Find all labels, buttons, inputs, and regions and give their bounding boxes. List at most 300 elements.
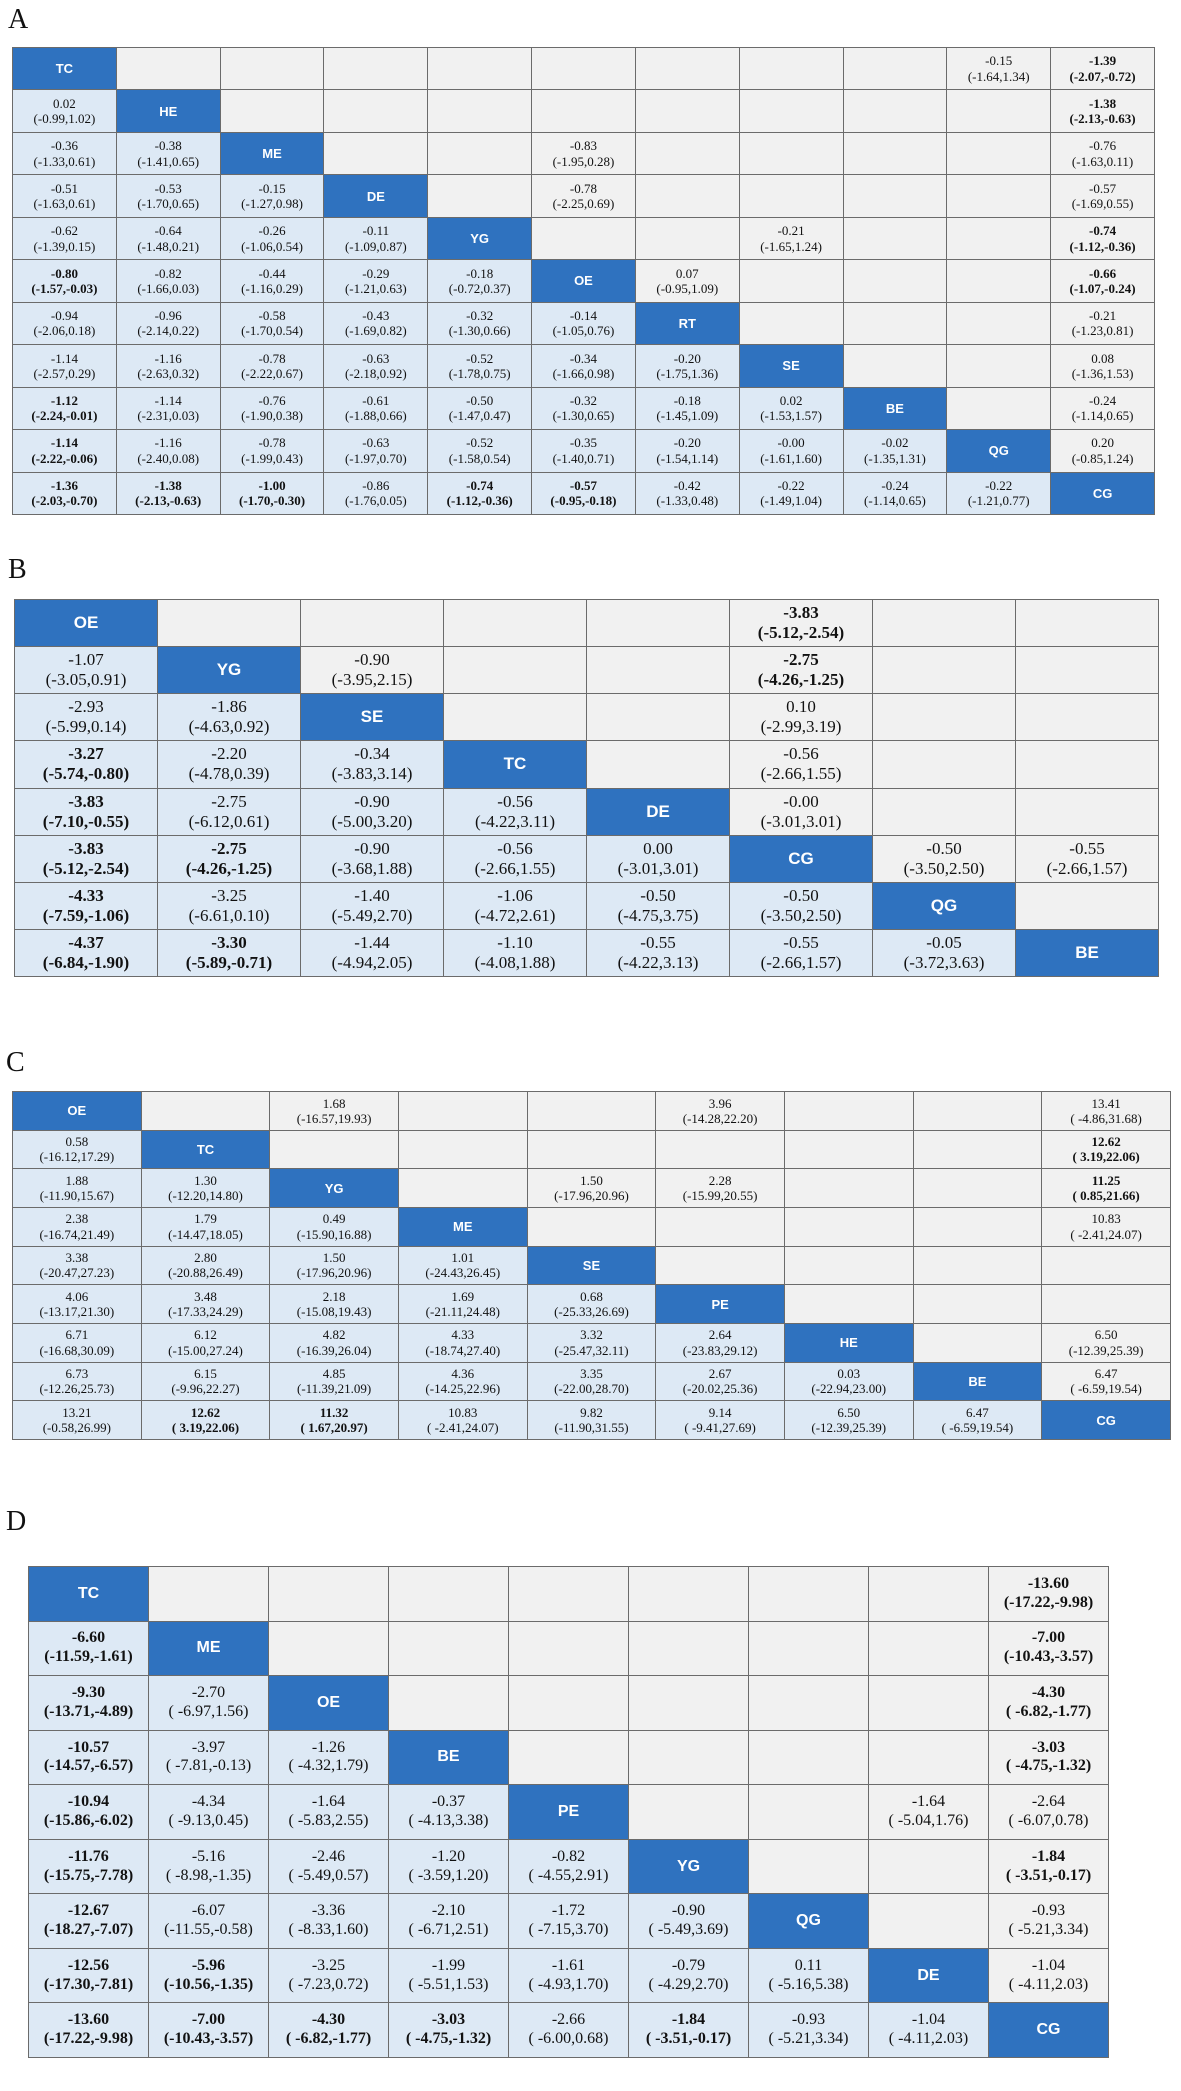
effect-estimate: -0.29 (362, 265, 390, 281)
empty-cell (739, 48, 843, 90)
comparison-cell (869, 2003, 989, 2058)
empty-cell (269, 1567, 389, 1622)
effect-estimate: 1.79 (194, 1211, 217, 1227)
comparison-cell (13, 1130, 142, 1169)
confidence-interval: (-1.23,0.81) (1071, 323, 1134, 339)
confidence-interval: (-11.39,21.09) (297, 1381, 372, 1397)
effect-estimate: -0.55 (640, 932, 676, 952)
confidence-interval: ( -7.81,-0.13) (165, 1757, 252, 1775)
confidence-interval: ( -4.29,2.70) (648, 1975, 729, 1993)
confidence-interval: (-6.84,-1.90) (42, 952, 130, 972)
effect-estimate: -10.57 (67, 1738, 110, 1756)
effect-estimate: -1.12 (50, 393, 78, 409)
effect-estimate: 0.08 (1091, 350, 1114, 366)
confidence-interval: (-11.90,31.55) (554, 1420, 629, 1436)
comparison-cell (587, 835, 730, 882)
effect-estimate: 2.18 (322, 1288, 346, 1304)
comparison-cell (629, 2003, 749, 2058)
effect-estimate: -3.27 (68, 744, 104, 764)
comparison-cell (1051, 345, 1155, 387)
confidence-interval: (-16.39,26.04) (296, 1342, 372, 1358)
effect-estimate: -1.64 (911, 1793, 946, 1811)
empty-cell (749, 1567, 869, 1622)
comparison-cell (635, 430, 739, 472)
effect-estimate: 12.62 (1091, 1134, 1121, 1150)
empty-cell (532, 217, 636, 259)
empty-cell (873, 600, 1016, 647)
effect-estimate: -0.76 (1089, 138, 1117, 154)
comparison-cell (428, 472, 532, 514)
confidence-interval: ( -4.55,2.91) (528, 1866, 609, 1884)
empty-cell (629, 1621, 749, 1676)
empty-cell (635, 90, 739, 132)
comparison-cell (15, 882, 158, 929)
empty-cell (635, 217, 739, 259)
comparison-cell (873, 835, 1016, 882)
treatment-label: HE (116, 90, 220, 132)
empty-cell (869, 1567, 989, 1622)
effect-estimate: -1.06 (497, 885, 533, 905)
confidence-interval: (-1.76,0.05) (344, 493, 407, 509)
comparison-cell (270, 1246, 399, 1285)
comparison-cell (1042, 1092, 1171, 1131)
empty-cell (389, 1676, 509, 1731)
confidence-interval: ( -4.11,2.03) (888, 2030, 969, 2048)
confidence-interval: ( -8.33,1.60) (288, 1921, 369, 1939)
effect-estimate: -1.38 (1089, 95, 1117, 111)
confidence-interval: (-14.28,22.20) (682, 1110, 758, 1126)
effect-estimate: -13.60 (1027, 1574, 1070, 1592)
comparison-cell (301, 882, 444, 929)
comparison-cell (141, 1362, 270, 1401)
effect-estimate: -0.90 (354, 791, 390, 811)
empty-cell (1042, 1285, 1171, 1324)
treatment-label: BE (1016, 929, 1159, 976)
treatment-label: HE (784, 1323, 913, 1362)
effect-estimate: -2.46 (311, 1847, 346, 1865)
confidence-interval: ( -5.51,1.53) (408, 1975, 489, 1993)
comparison-cell (116, 302, 220, 344)
comparison-cell (398, 1323, 527, 1362)
empty-cell (947, 90, 1051, 132)
comparison-cell (1051, 90, 1155, 132)
confidence-interval: ( -9.13,0.45) (168, 1811, 249, 1829)
confidence-interval: (-1.30,0.65) (552, 408, 615, 424)
effect-estimate: -0.51 (50, 180, 78, 196)
empty-cell (843, 345, 947, 387)
confidence-interval: ( 3.19,22.06) (1072, 1149, 1140, 1165)
confidence-interval: (-14.47,18.05) (168, 1226, 243, 1242)
comparison-cell (29, 1839, 149, 1894)
confidence-interval: (-1.78,0.75) (448, 365, 511, 381)
effect-estimate: -3.83 (783, 603, 819, 623)
confidence-interval: (-5.49,2.70) (331, 905, 413, 925)
effect-estimate: -0.37 (431, 1793, 466, 1811)
comparison-cell (29, 1948, 149, 2003)
effect-estimate: -2.75 (211, 838, 247, 858)
effect-estimate: -1.16 (154, 350, 182, 366)
confidence-interval: (-1.09,0.87) (344, 238, 407, 254)
effect-estimate: -0.42 (673, 477, 701, 493)
comparison-cell (635, 260, 739, 302)
table-row (13, 1401, 1171, 1440)
table-row (13, 1130, 1171, 1169)
comparison-cell (15, 788, 158, 835)
empty-cell (656, 1207, 785, 1246)
empty-cell (587, 741, 730, 788)
comparison-cell (509, 1894, 629, 1949)
confidence-interval: (-1.57,-0.03) (31, 280, 98, 296)
confidence-interval: ( -3.51,-0.17) (1005, 1866, 1092, 1884)
comparison-cell (947, 472, 1051, 514)
treatment-label: TC (141, 1130, 270, 1169)
comparison-cell (13, 302, 117, 344)
empty-cell (532, 48, 636, 90)
empty-cell (629, 1730, 749, 1785)
empty-cell (587, 647, 730, 694)
comparison-cell (749, 1948, 869, 2003)
comparison-cell (629, 1948, 749, 2003)
comparison-cell (116, 430, 220, 472)
effect-estimate: -0.61 (362, 393, 390, 409)
empty-cell (947, 302, 1051, 344)
treatment-label: CG (1051, 472, 1155, 514)
effect-estimate: 1.88 (65, 1172, 89, 1188)
effect-estimate: -0.24 (881, 477, 909, 493)
comparison-cell (989, 1785, 1109, 1840)
effect-estimate: 11.25 (1091, 1172, 1121, 1188)
treatment-label: ME (220, 132, 324, 174)
empty-cell (869, 1676, 989, 1731)
confidence-interval: ( -5.16,5.38) (768, 1975, 849, 1993)
comparison-cell (527, 1169, 656, 1208)
comparison-cell (13, 1323, 142, 1362)
comparison-cell (324, 430, 428, 472)
confidence-interval: (-14.57,-6.57) (43, 1757, 134, 1775)
effect-estimate: -0.63 (362, 350, 390, 366)
effect-estimate: -2.64 (1031, 1793, 1066, 1811)
comparison-cell (13, 217, 117, 259)
treatment-label: BE (389, 1730, 509, 1785)
empty-cell (629, 1676, 749, 1731)
effect-estimate: -0.90 (671, 1902, 706, 1920)
treatment-label: BE (913, 1362, 1042, 1401)
confidence-interval: (-3.50,2.50) (760, 905, 842, 925)
effect-estimate: -13.60 (67, 2011, 110, 2029)
comparison-cell (158, 741, 301, 788)
effect-estimate: -0.50 (466, 393, 494, 409)
effect-estimate: 2.38 (65, 1211, 89, 1227)
comparison-cell (116, 175, 220, 217)
confidence-interval: (-12.39,25.39) (1068, 1342, 1144, 1358)
comparison-cell (1016, 835, 1159, 882)
confidence-interval: (-1.14,0.65) (1071, 408, 1134, 424)
confidence-interval: ( -5.83,2.55) (288, 1811, 369, 1829)
confidence-interval: ( -6.59,19.54) (1070, 1381, 1142, 1397)
table-row (13, 430, 1155, 472)
comparison-cell (1042, 1169, 1171, 1208)
confidence-interval: (-11.90,15.67) (39, 1188, 114, 1204)
empty-cell (635, 48, 739, 90)
comparison-cell (532, 345, 636, 387)
effect-estimate: -0.74 (466, 477, 494, 493)
confidence-interval: ( -6.82,-1.77) (1005, 1702, 1092, 1720)
confidence-interval: ( -5.49,3.69) (648, 1921, 729, 1939)
effect-estimate: -1.99 (431, 1956, 466, 1974)
confidence-interval: (-2.14,0.22) (137, 323, 200, 339)
treatment-label: CG (1042, 1401, 1171, 1440)
treatment-label: TC (29, 1567, 149, 1622)
confidence-interval: (-4.26,-1.25) (185, 858, 273, 878)
effect-estimate: -0.52 (466, 435, 494, 451)
comparison-cell (324, 387, 428, 429)
empty-cell (1016, 741, 1159, 788)
confidence-interval: ( -6.07,0.78) (1008, 1811, 1089, 1829)
effect-estimate: 9.14 (708, 1404, 732, 1420)
empty-cell (428, 175, 532, 217)
comparison-cell (220, 472, 324, 514)
confidence-interval: (-12.26,25.73) (39, 1381, 115, 1397)
confidence-interval: (-1.95,0.28) (552, 153, 615, 169)
comparison-cell (1051, 217, 1155, 259)
comparison-cell (989, 1621, 1109, 1676)
comparison-cell (730, 694, 873, 741)
effect-estimate: -1.36 (50, 477, 78, 493)
confidence-interval: ( -9.41,27.69) (684, 1420, 756, 1436)
empty-cell (428, 132, 532, 174)
comparison-cell (220, 430, 324, 472)
comparison-cell (220, 260, 324, 302)
effect-estimate: -0.43 (362, 308, 390, 324)
comparison-cell (141, 1169, 270, 1208)
effect-estimate: -0.21 (1089, 308, 1117, 324)
empty-cell (444, 694, 587, 741)
comparison-cell (149, 1785, 269, 1840)
empty-cell (869, 1730, 989, 1785)
comparison-cell (635, 472, 739, 514)
effect-estimate: -0.20 (673, 435, 701, 451)
empty-cell (749, 1730, 869, 1785)
comparison-cell (13, 1401, 142, 1440)
effect-estimate: -0.90 (354, 838, 390, 858)
effect-estimate: -0.26 (258, 223, 286, 239)
confidence-interval: (-9.96,22.27) (171, 1381, 240, 1397)
effect-estimate: 12.62 (190, 1404, 221, 1420)
comparison-cell (730, 929, 873, 976)
effect-estimate: 10.83 (1091, 1211, 1121, 1227)
confidence-interval: (-1.53,1.57) (760, 408, 822, 424)
effect-estimate: -5.96 (191, 1956, 226, 1974)
effect-estimate: -0.05 (926, 932, 962, 952)
treatment-label: OE (15, 600, 158, 647)
comparison-cell (116, 345, 220, 387)
empty-cell (656, 1246, 785, 1285)
comparison-cell (532, 302, 636, 344)
confidence-interval: ( -4.11,2.03) (1008, 1975, 1089, 1993)
effect-estimate: -3.36 (311, 1902, 346, 1920)
confidence-interval: ( -4.32,1.79) (288, 1757, 369, 1775)
empty-cell (398, 1169, 527, 1208)
treatment-label: OE (13, 1092, 142, 1131)
confidence-interval: ( 1.67,20.97) (300, 1420, 368, 1436)
treatment-label: RT (635, 302, 739, 344)
comparison-cell (784, 1362, 913, 1401)
empty-cell (527, 1207, 656, 1246)
empty-cell (843, 302, 947, 344)
comparison-cell (989, 1839, 1109, 1894)
comparison-cell (158, 929, 301, 976)
confidence-interval: ( -5.21,3.34) (1008, 1921, 1089, 1939)
confidence-interval: (-1.65,1.24) (760, 238, 822, 254)
confidence-interval: (-1.40,0.71) (552, 450, 615, 466)
effect-estimate: -0.15 (258, 180, 286, 196)
empty-cell (1016, 647, 1159, 694)
comparison-cell (149, 2003, 269, 2058)
empty-cell (947, 217, 1051, 259)
comparison-cell (389, 2003, 509, 2058)
effect-estimate: 4.82 (322, 1327, 346, 1343)
empty-cell (587, 600, 730, 647)
confidence-interval: (-18.74,27.40) (425, 1342, 501, 1358)
confidence-interval: ( -5.49,0.57) (288, 1866, 369, 1884)
confidence-interval: (-1.69,0.82) (344, 323, 407, 339)
confidence-interval: (-25.47,32.11) (554, 1342, 629, 1358)
comparison-cell (15, 694, 158, 741)
effect-estimate: -4.33 (68, 885, 104, 905)
effect-estimate: 1.01 (451, 1250, 475, 1266)
effect-estimate: 6.47 (966, 1404, 989, 1420)
confidence-interval: (-5.12,-2.54) (757, 623, 845, 643)
treatment-label: ME (398, 1207, 527, 1246)
comparison-cell (739, 387, 843, 429)
comparison-cell (444, 835, 587, 882)
effect-estimate: 0.68 (580, 1288, 603, 1304)
empty-cell (913, 1207, 1042, 1246)
comparison-cell (739, 472, 843, 514)
confidence-interval: (-10.43,-3.57) (1003, 1648, 1094, 1666)
confidence-interval: (-1.63,0.11) (1071, 153, 1134, 169)
empty-cell (784, 1246, 913, 1285)
effect-estimate: -0.76 (258, 393, 286, 409)
confidence-interval: (-15.75,-7.78) (43, 1866, 134, 1884)
comparison-cell (869, 1785, 989, 1840)
confidence-interval: (-2.03,-0.70) (31, 493, 98, 509)
confidence-interval: (-4.72,2.61) (474, 905, 556, 925)
table-row (13, 345, 1155, 387)
comparison-cell (398, 1246, 527, 1285)
confidence-interval: (-6.61,0.10) (188, 905, 270, 925)
table-row (15, 882, 1159, 929)
comparison-cell (13, 387, 117, 429)
table-row (29, 1785, 1109, 1840)
comparison-cell (1051, 430, 1155, 472)
table-row (29, 1621, 1109, 1676)
effect-estimate: -0.53 (154, 180, 182, 196)
effect-estimate: -1.64 (311, 1793, 346, 1811)
confidence-interval: (-1.45,1.09) (656, 408, 719, 424)
effect-estimate: -10.94 (67, 1793, 110, 1811)
comparison-cell (141, 1207, 270, 1246)
table-row (29, 1948, 1109, 2003)
comparison-cell (13, 132, 117, 174)
comparison-cell (301, 788, 444, 835)
confidence-interval: (-12.20,14.80) (168, 1188, 243, 1204)
empty-cell (141, 1092, 270, 1131)
empty-cell (444, 647, 587, 694)
treatment-label: SE (527, 1246, 656, 1285)
effect-estimate: 0.02 (779, 393, 803, 409)
comparison-cell (270, 1323, 399, 1362)
effect-estimate: -0.82 (551, 1847, 586, 1865)
effect-estimate: -0.62 (50, 223, 78, 239)
effect-estimate: -0.38 (154, 138, 182, 154)
treatment-label: PE (509, 1785, 629, 1840)
empty-cell (635, 175, 739, 217)
confidence-interval: (-16.57,19.93) (296, 1110, 372, 1126)
effect-estimate: -0.83 (569, 138, 598, 154)
comparison-cell (269, 1948, 389, 2003)
confidence-interval: (-23.83,29.12) (682, 1342, 758, 1358)
confidence-interval: ( -3.51,-0.17) (645, 2030, 732, 2048)
effect-estimate: -12.67 (67, 1902, 110, 1920)
comparison-cell (15, 741, 158, 788)
empty-cell (913, 1130, 1042, 1169)
empty-cell (629, 1567, 749, 1622)
empty-cell (739, 260, 843, 302)
effect-estimate: 0.58 (65, 1134, 89, 1150)
effect-estimate: -0.78 (258, 350, 286, 366)
comparison-cell (270, 1207, 399, 1246)
treatment-label: OE (269, 1676, 389, 1731)
confidence-interval: ( -2.41,24.07) (1070, 1226, 1142, 1242)
table-row (13, 132, 1155, 174)
table-row (15, 647, 1159, 694)
effect-estimate: 2.80 (194, 1250, 217, 1266)
confidence-interval: (-13.71,-4.89) (43, 1702, 134, 1720)
empty-cell (873, 741, 1016, 788)
effect-estimate: 3.35 (580, 1366, 603, 1382)
comparison-cell (532, 472, 636, 514)
confidence-interval: (-1.66,0.98) (552, 365, 615, 381)
comparison-cell (730, 600, 873, 647)
effect-estimate: 3.32 (580, 1327, 603, 1343)
comparison-cell (13, 345, 117, 387)
effect-estimate: -2.70 (191, 1683, 226, 1701)
comparison-cell (398, 1285, 527, 1324)
effect-estimate: -0.55 (1069, 838, 1105, 858)
comparison-cell (989, 1567, 1109, 1622)
confidence-interval: (-1.07,-0.24) (1069, 280, 1136, 296)
confidence-interval: ( -6.71,2.51) (408, 1921, 489, 1939)
comparison-cell (843, 472, 947, 514)
effect-estimate: 1.68 (322, 1095, 346, 1111)
comparison-cell (270, 1092, 399, 1131)
empty-cell (509, 1730, 629, 1785)
confidence-interval: (-2.40,0.08) (137, 450, 200, 466)
confidence-interval: (-2.07,-0.72) (1069, 68, 1136, 84)
empty-cell (527, 1092, 656, 1131)
confidence-interval: (-17.22,-9.98) (43, 2030, 134, 2048)
comparison-cell (158, 882, 301, 929)
table-row (13, 1285, 1171, 1324)
confidence-interval: (-15.90,16.88) (296, 1226, 372, 1242)
effect-estimate: -0.14 (569, 308, 598, 324)
confidence-interval: (-20.88,26.49) (168, 1265, 243, 1281)
comparison-cell (730, 788, 873, 835)
empty-cell (398, 1130, 527, 1169)
table-row (13, 1207, 1171, 1246)
comparison-cell (116, 472, 220, 514)
